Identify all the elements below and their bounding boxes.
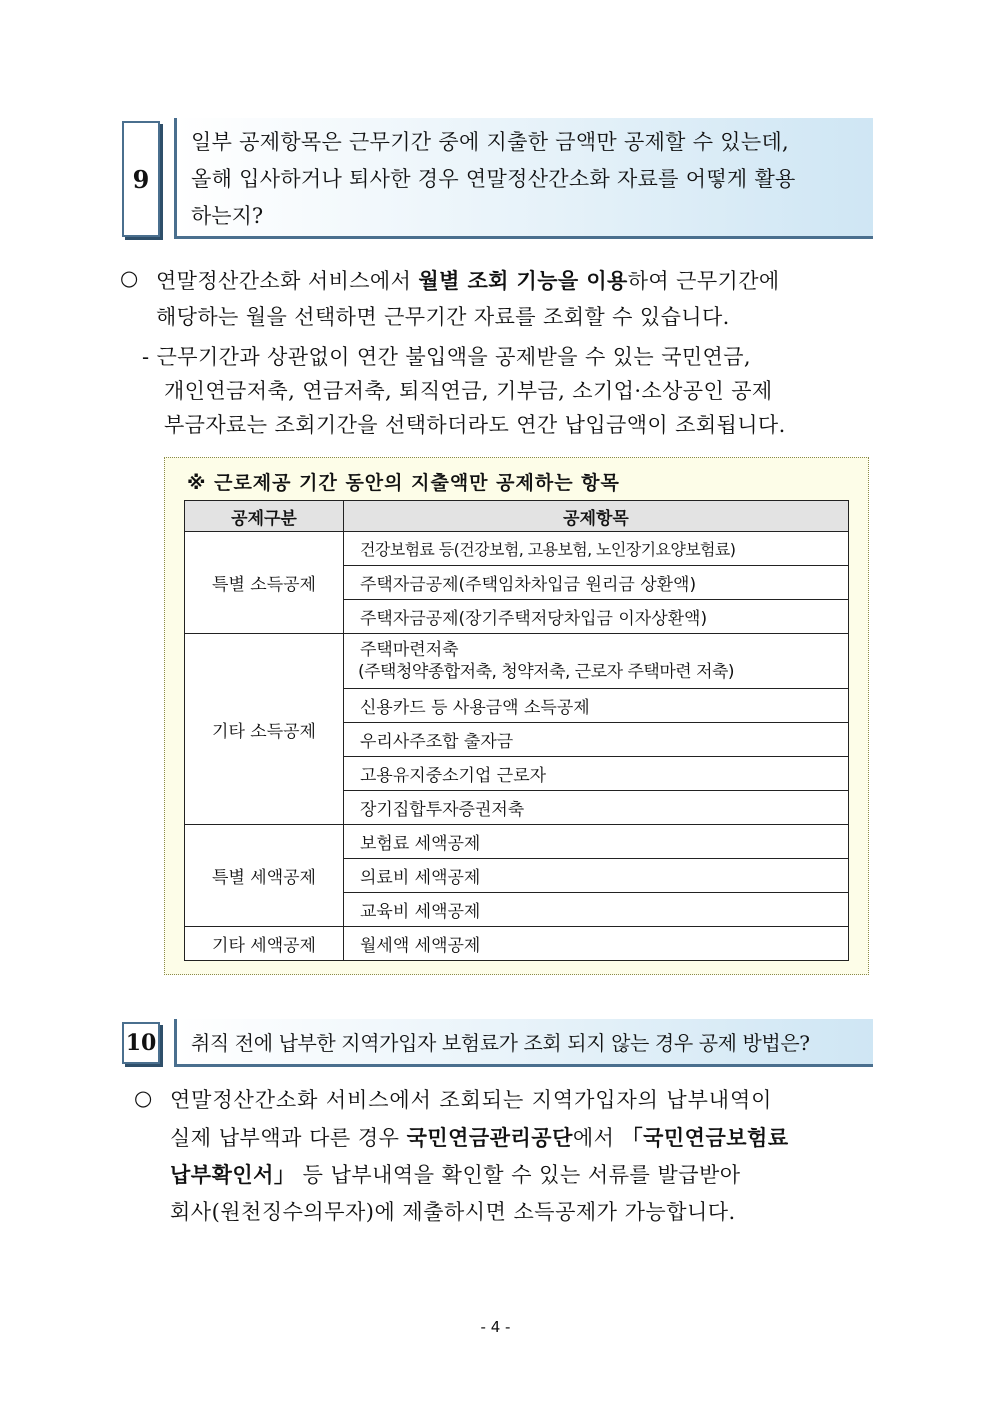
answer-emphasis: 「국민연금보험료 [621, 1126, 789, 1150]
sub-note-line: 개인연금저축, 연금저축, 퇴직연금, 기부금, 소기업·소상공인 공제 [164, 379, 773, 403]
question-line: 일부 공제항목은 근무기간 중에 지출한 금액만 공제할 수 있는데, [191, 130, 790, 154]
item-cell: 주택자금공제(주택임차차입금 원리금 상환액) [344, 566, 849, 600]
answer-paragraph [170, 1120, 789, 1156]
question-box [174, 1019, 873, 1067]
table-row [185, 634, 849, 689]
answer-bullet: ○ [120, 266, 139, 290]
question-line: 취직 전에 납부한 지역가입자 보험료가 조회 되지 않는 경우 공제 방법은? [191, 1031, 810, 1055]
answer-text: 연말정산간소화 서비스에서 [156, 269, 419, 293]
question-number-badge: 10 [122, 1022, 160, 1064]
answer-emphasis: 국민연금관리공단 [406, 1126, 573, 1150]
item-cell: 주택자금공제(장기주택저당차입금 이자상환액) [344, 600, 849, 634]
question-number-badge: 9 [122, 121, 160, 237]
answer-paragraph: 연말정산간소화 서비스에서 조회되는 지역가입자의 납부내역이 [170, 1088, 773, 1112]
item-text: (주택청약종합저축, 청약저축, 근로자 주택마련 저축) [358, 662, 735, 682]
deduction-table-box [164, 457, 869, 975]
answer-emphasis: 납부확인서」 [170, 1163, 296, 1187]
item-cell: 장기집합투자증권저축 [344, 791, 849, 825]
answer-text: 하여 근무기간에 [627, 269, 780, 293]
item-cell: 월세액 세액공제 [344, 927, 849, 961]
answer-emphasis: 월별 조회 기능을 이용 [418, 269, 628, 293]
item-text: 주택마련저축 [360, 640, 459, 660]
page-number: - 4 - [480, 1318, 511, 1336]
column-header: 공제항목 [344, 501, 849, 532]
table-row [185, 825, 849, 859]
item-cell [344, 634, 849, 689]
answer-paragraph [170, 1157, 741, 1193]
table-row [185, 927, 849, 961]
answer-paragraph: 회사(원천징수의무자)에 제출하시면 소득공제가 가능합니다. [170, 1200, 736, 1224]
answer-bullet: ○ [134, 1086, 153, 1110]
sub-note-line: - 근무기간과 상관없이 연간 불입액을 공제받을 수 있는 국민연금, [142, 345, 752, 369]
table-title: ※ 근로제공 기간 동안의 지출액만 공제하는 항목 [187, 472, 620, 494]
question-box [174, 118, 873, 239]
item-cell: 보험료 세액공제 [344, 825, 849, 859]
answer-text: 등 납부내역을 확인할 수 있는 서류를 발급받아 [295, 1163, 741, 1187]
table-header-row [185, 501, 849, 532]
item-cell: 교육비 세액공제 [344, 893, 849, 927]
item-cell: 의료비 세액공제 [344, 859, 849, 893]
sub-note-line: 부금자료는 조회기간을 선택하더라도 연간 납입금액이 조회됩니다. [164, 413, 786, 437]
answer-paragraph: 해당하는 월을 선택하면 근무기간 자료를 조회할 수 있습니다. [156, 305, 730, 329]
answer-paragraph [156, 263, 872, 299]
item-cell: 건강보험료 등(건강보험, 고용보험, 노인장기요양보험료) [344, 532, 849, 566]
answer-text: 에서 [572, 1126, 622, 1150]
item-cell: 고용유지중소기업 근로자 [344, 757, 849, 791]
deduction-table [184, 500, 849, 961]
item-cell: 신용카드 등 사용금액 소득공제 [344, 689, 849, 723]
category-cell: 특별 세액공제 [185, 825, 344, 927]
category-cell: 기타 소득공제 [185, 634, 344, 825]
category-cell: 기타 세액공제 [185, 927, 344, 961]
column-header: 공제구분 [185, 501, 344, 532]
question-line: 올해 입사하거나 퇴사한 경우 연말정산간소화 자료를 어떻게 활용 [191, 167, 796, 191]
item-cell: 우리사주조합 출자금 [344, 723, 849, 757]
question-line: 하는지? [191, 204, 264, 228]
category-cell: 특별 소득공제 [185, 532, 344, 634]
table-row [185, 532, 849, 566]
answer-text: 실제 납부액과 다른 경우 [170, 1126, 407, 1150]
